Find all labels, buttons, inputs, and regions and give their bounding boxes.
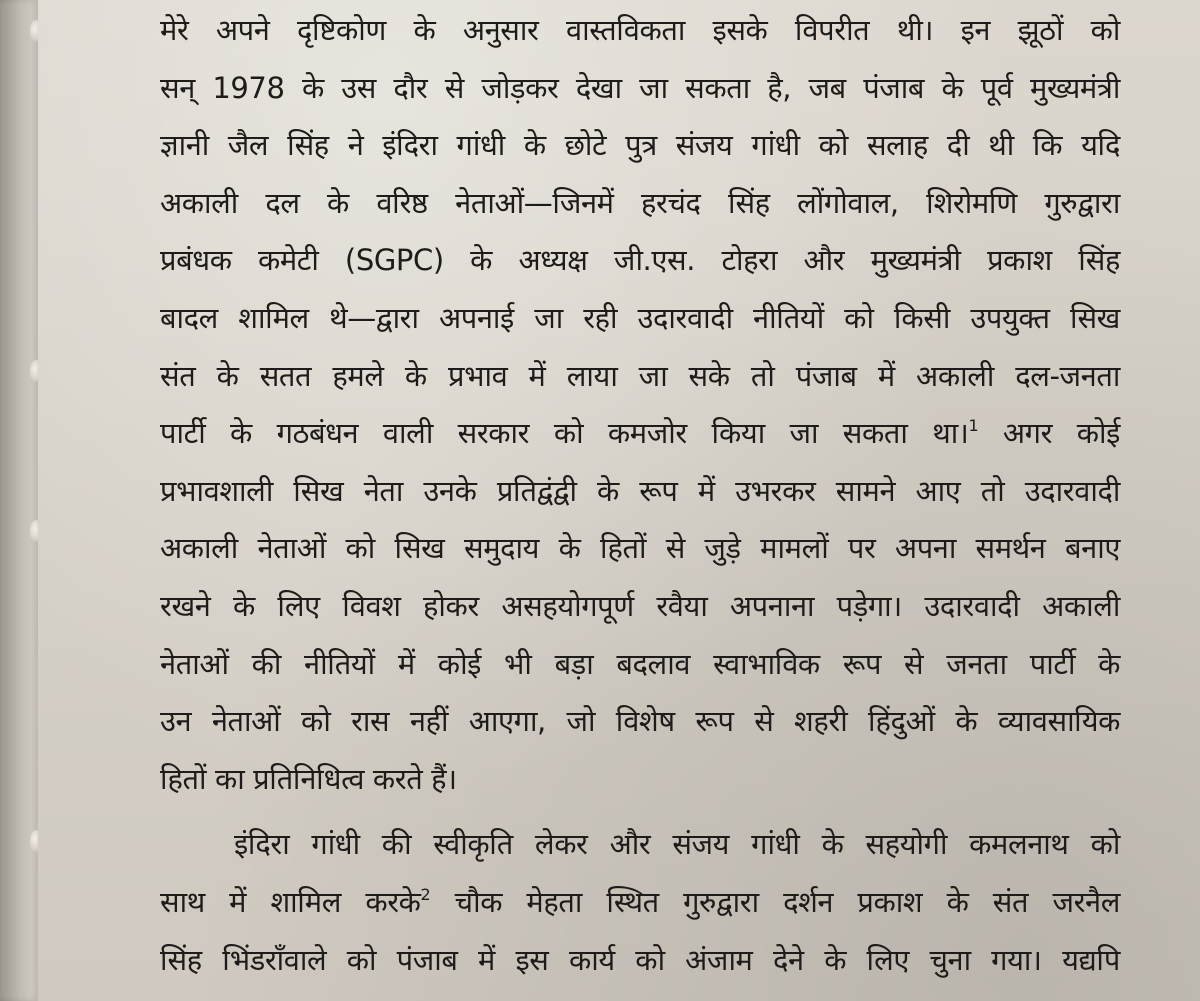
footnote-marker: 1 <box>968 416 979 436</box>
footnote-marker: 2 <box>420 884 431 904</box>
text-line: बादल शामिल थे—द्वारा अपनाई जा रही उदारवादी नीतियों को किसी उपयुक्त सिख <box>160 300 1120 335</box>
line-text: चौक मेहता स्थित गुरुद्वारा दर्शन प्रकाश के संत जरनैल <box>430 884 1120 919</box>
text-line <box>160 874 1120 932</box>
page-body-text <box>160 0 1120 989</box>
book-gutter <box>0 0 38 1001</box>
line-text: साथ में शामिल करके <box>160 884 421 919</box>
paragraph-1 <box>160 2 1120 808</box>
line-text: पार्टी के गठबंधन वाली सरकार को कमजोर किया जा सकता था। <box>160 416 969 451</box>
book-page <box>38 0 1200 1001</box>
text-line: प्रभावशाली सिख नेता उनके प्रतिद्वंद्वी के रूप में उभरकर सामने आए तो उदारवादी <box>160 473 1120 508</box>
text-line: सिंह भिंडराँवाले को पंजाब में इस कार्य को अंजाम देने के लिए चुना गया। यद्यपि <box>160 942 1120 977</box>
text-line: संत के सतत हमले के प्रभाव में लाया जा सके तो पंजाब में अकाली दल-जनता <box>160 358 1120 393</box>
text-line: अकाली दल के वरिष्ठ नेताओं—जिनमें हरचंद सिंह लोंगोवाल, शिरोमणि गुरुद्वारा <box>160 185 1120 220</box>
text-line: ज्ञानी जैल सिंह ने इंदिरा गांधी के छोटे पुत्र संजय गांधी को सलाह दी थी कि यदि <box>160 128 1120 163</box>
line-text: अगर कोई <box>978 416 1120 451</box>
text-line <box>160 405 1120 463</box>
text-line: नेताओं की नीतियों में कोई भी बड़ा बदलाव स्वाभाविक रूप से जनता पार्टी के <box>160 646 1120 681</box>
text-line: सन् 1978 के उस दौर से जोड़कर देखा जा सकता है, जब पंजाब के पूर्व मुख्यमंत्री <box>160 70 1120 105</box>
text-line: इंदिरा गांधी की स्वीकृति लेकर और संजय गांधी के सहयोगी कमलनाथ को <box>234 827 1120 862</box>
text-line: प्रबंधक कमेटी (SGPC) के अध्यक्ष जी.एस. टोहरा और मुख्यमंत्री प्रकाश सिंह <box>160 243 1120 278</box>
text-line: रखने के लिए विवश होकर असहयोगपूर्ण रवैया अपनाना पड़ेगा। उदारवादी अकाली <box>160 588 1120 623</box>
text-line: हितों का प्रतिनिधित्व करते हैं। <box>160 761 457 796</box>
text-line: अकाली नेताओं को सिख समुदाय के हितों से जुड़े मामलों पर अपना समर्थन बनाए <box>160 531 1120 566</box>
text-line: उन नेताओं को रास नहीं आएगा, जो विशेष रूप से शहरी हिंदुओं के व्यावसायिक <box>160 704 1120 739</box>
text-line: मेरे अपने दृष्टिकोण के अनुसार वास्तविकता इसके विपरीत थी। इन झूठों को <box>160 13 1120 47</box>
paragraph-2 <box>160 816 1120 989</box>
